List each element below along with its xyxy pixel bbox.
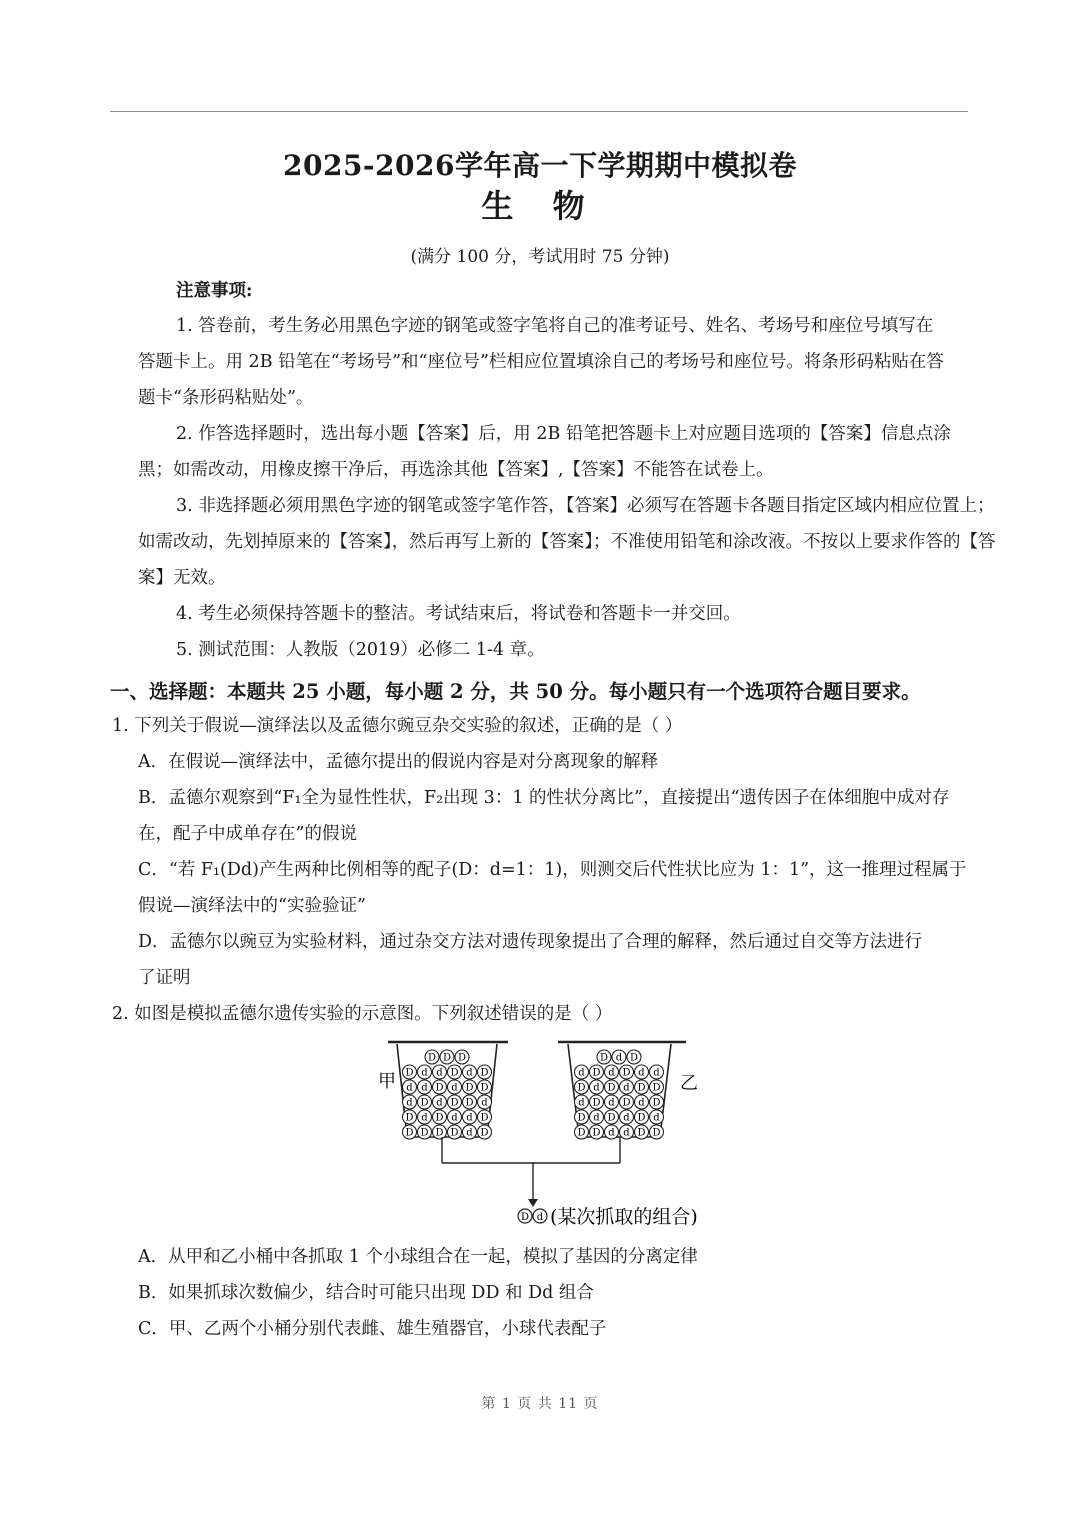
ball-letter: d	[653, 1067, 660, 1079]
ball-letter: D	[622, 1067, 631, 1079]
ball-letter: d	[608, 1127, 615, 1139]
ball-letter: d	[638, 1097, 645, 1109]
ball-letter: D	[480, 1067, 489, 1079]
option-line: D．孟德尔以豌豆为实验材料，通过杂交方法对遗传现象提出了合理的解释，然后通过自交等方法进行	[138, 932, 923, 952]
ball-letter: D	[435, 1112, 444, 1124]
ball-letter: D	[435, 1082, 444, 1094]
ball-letter: D	[405, 1067, 414, 1079]
ball-letter: D	[577, 1112, 586, 1124]
ball-letter: D	[652, 1127, 661, 1139]
result-ball-d: d	[536, 1212, 544, 1223]
score-info: (满分 100 分，考试用时 75 分钟)	[410, 247, 670, 267]
ball-letter: d	[406, 1082, 413, 1094]
ball-letter: D	[457, 1052, 467, 1064]
ball-letter: D	[592, 1127, 601, 1139]
ball-letter: D	[420, 1127, 429, 1139]
notice-line: 1. 答卷前，考生务必用黑色字迹的钢笔或签字笔将自己的准考证号、姓名、考场号和座位号填写在	[176, 316, 934, 336]
label-jia: 甲	[378, 1071, 396, 1092]
ball-letter: d	[593, 1082, 600, 1094]
ball-letter: d	[451, 1112, 458, 1124]
ball-letter: D	[450, 1097, 459, 1109]
option-line: 在，配子中成单存在”的假说	[138, 824, 357, 844]
option-line: A．在假说—演绎法中，孟德尔提出的假说内容是对分离现象的解释	[138, 752, 659, 772]
ball-letter: d	[623, 1127, 630, 1139]
question-stem: 2. 如图是模拟孟德尔遗传实验的示意图。下列叙述错误的是（ ）	[112, 1004, 613, 1024]
question-stem: 1. 下列关于假说—演绎法以及孟德尔豌豆杂交实验的叙述，正确的是（ ）	[112, 716, 683, 736]
ball-letter: D	[637, 1082, 646, 1094]
ball-letter: D	[480, 1082, 489, 1094]
section-heading: 一、选择题：本题共 25 小题，每小题 2 分，共 50 分。每小题只有一个选项符合题目要求。	[110, 680, 921, 703]
ball-letter: d	[608, 1067, 615, 1079]
result-ball-D: D	[520, 1212, 530, 1223]
ball-letter: d	[578, 1097, 585, 1109]
ball-letter: d	[608, 1097, 615, 1109]
ball-letter: d	[406, 1097, 413, 1109]
bucket-experiment-figure	[350, 1035, 730, 1230]
notice-line: 题卡“条形码粘贴处”。	[138, 388, 314, 408]
figure-caption: (某次抓取的组合)	[550, 1206, 698, 1228]
notice-line: 答题卡上。用 2B 铅笔在“考场号”和“座位号”栏相应位置填涂自己的考场号和座位号。将条形码粘贴在答	[138, 352, 944, 372]
arrow-head	[528, 1199, 538, 1207]
ball-letter: D	[607, 1112, 616, 1124]
subject-title: 生 物	[481, 187, 599, 225]
notice-line: 3. 非选择题必须用黑色字迹的钢笔或签字笔作答，【答案】必须写在答题卡各题目指定区域内相应位置上；	[176, 496, 995, 516]
result-balls	[518, 1209, 547, 1223]
ball-letter: D	[652, 1082, 661, 1094]
ball-letter: D	[450, 1067, 459, 1079]
option-line: C．“若 F₁(Dd)产生两种比例相等的配子(D：d=1：1)，则测交后代性状比应为 1：1”，这一推理过程属于	[138, 860, 967, 880]
ball-letter: D	[622, 1097, 631, 1109]
ball-letter: D	[480, 1127, 489, 1139]
ball-letter: d	[466, 1112, 473, 1124]
ball-letter: D	[465, 1097, 474, 1109]
label-yi: 乙	[680, 1073, 698, 1094]
ball-letter: d	[466, 1127, 473, 1139]
ball-letter: D	[592, 1067, 601, 1079]
ball-letter: D	[592, 1097, 601, 1109]
notice-line: 4. 考生必须保持答题卡的整洁。考试结束后，将试卷和答题卡一并交回。	[176, 604, 741, 624]
top-rule	[110, 111, 968, 112]
notice-line: 黑；如需改动，用橡皮擦干净后，再选涂其他【答案】,【答案】不能答在试卷上。	[138, 460, 774, 480]
ball-letter: d	[421, 1112, 428, 1124]
ball-letter: D	[577, 1082, 586, 1094]
option-line: 假说—演绎法中的“实验验证”	[138, 896, 366, 916]
ball-letter: D	[405, 1112, 414, 1124]
ball-letter: D	[637, 1112, 646, 1124]
ball-letter: D	[420, 1097, 429, 1109]
ball-letter: D	[480, 1112, 489, 1124]
exam-title: 2025-2026学年高一下学期期中模拟卷	[283, 149, 797, 182]
bucket-right	[558, 1042, 686, 1139]
ball-letter: d	[481, 1097, 488, 1109]
ball-letter: D	[637, 1127, 646, 1139]
ball-letter: D	[607, 1082, 616, 1094]
ball-letter: d	[436, 1067, 443, 1079]
ball-letter: d	[623, 1082, 630, 1094]
ball-letter: d	[451, 1082, 458, 1094]
ball-letter: D	[427, 1052, 437, 1064]
ball-letter: D	[442, 1052, 452, 1064]
ball-letter: d	[653, 1112, 660, 1124]
ball-letter: d	[578, 1067, 585, 1079]
ball-letter: D	[577, 1127, 586, 1139]
ball-letter: d	[623, 1112, 630, 1124]
ball-letter: d	[638, 1067, 645, 1079]
notice-line: 案】无效。	[138, 568, 226, 588]
ball-letter: d	[615, 1052, 623, 1064]
ball-letter: d	[421, 1067, 428, 1079]
option-line: C．甲、乙两个小桶分别代表雌、雄生殖器官，小球代表配子	[138, 1319, 607, 1339]
ball-letter: d	[466, 1067, 473, 1079]
option-line: B．如果抓球次数偏少，结合时可能只出现 DD 和 Dd 组合	[138, 1283, 594, 1303]
ball-letter: D	[465, 1082, 474, 1094]
notice-line: 如需改动，先划掉原来的【答案】，然后再写上新的【答案】；不准使用铅笔和涂改液。不按以上要求作答的【答	[138, 532, 996, 552]
ball-letter: d	[436, 1097, 443, 1109]
option-line: B．孟德尔观察到“F₁全为显性性状，F₂出现 3：1 的性状分离比”，直接提出“遗传因子在体细胞中成对存	[138, 788, 950, 808]
ball-letter: D	[652, 1097, 661, 1109]
ball-letter: d	[593, 1112, 600, 1124]
ball-letter: D	[629, 1052, 639, 1064]
connector-lines	[442, 1137, 620, 1201]
ball-letter: D	[405, 1127, 414, 1139]
notice-heading: 注意事项:	[176, 281, 253, 301]
ball-letter: D	[435, 1127, 444, 1139]
option-line: 了证明	[138, 968, 191, 988]
page-footer: 第 1 页 共 11 页	[481, 1396, 599, 1412]
ball-letter: D	[450, 1127, 459, 1139]
notice-line: 2. 作答选择题时，选出每小题【答案】后，用 2B 铅笔把答题卡上对应题目选项的【答案】信息点涂	[176, 424, 951, 444]
notice-line: 5. 测试范围：人教版（2019）必修二 1-4 章。	[176, 640, 545, 660]
ball-letter: D	[599, 1052, 609, 1064]
ball-letter: d	[421, 1082, 428, 1094]
option-line: A．从甲和乙小桶中各抓取 1 个小球组合在一起，模拟了基因的分离定律	[138, 1247, 698, 1267]
bucket-left	[388, 1042, 508, 1139]
